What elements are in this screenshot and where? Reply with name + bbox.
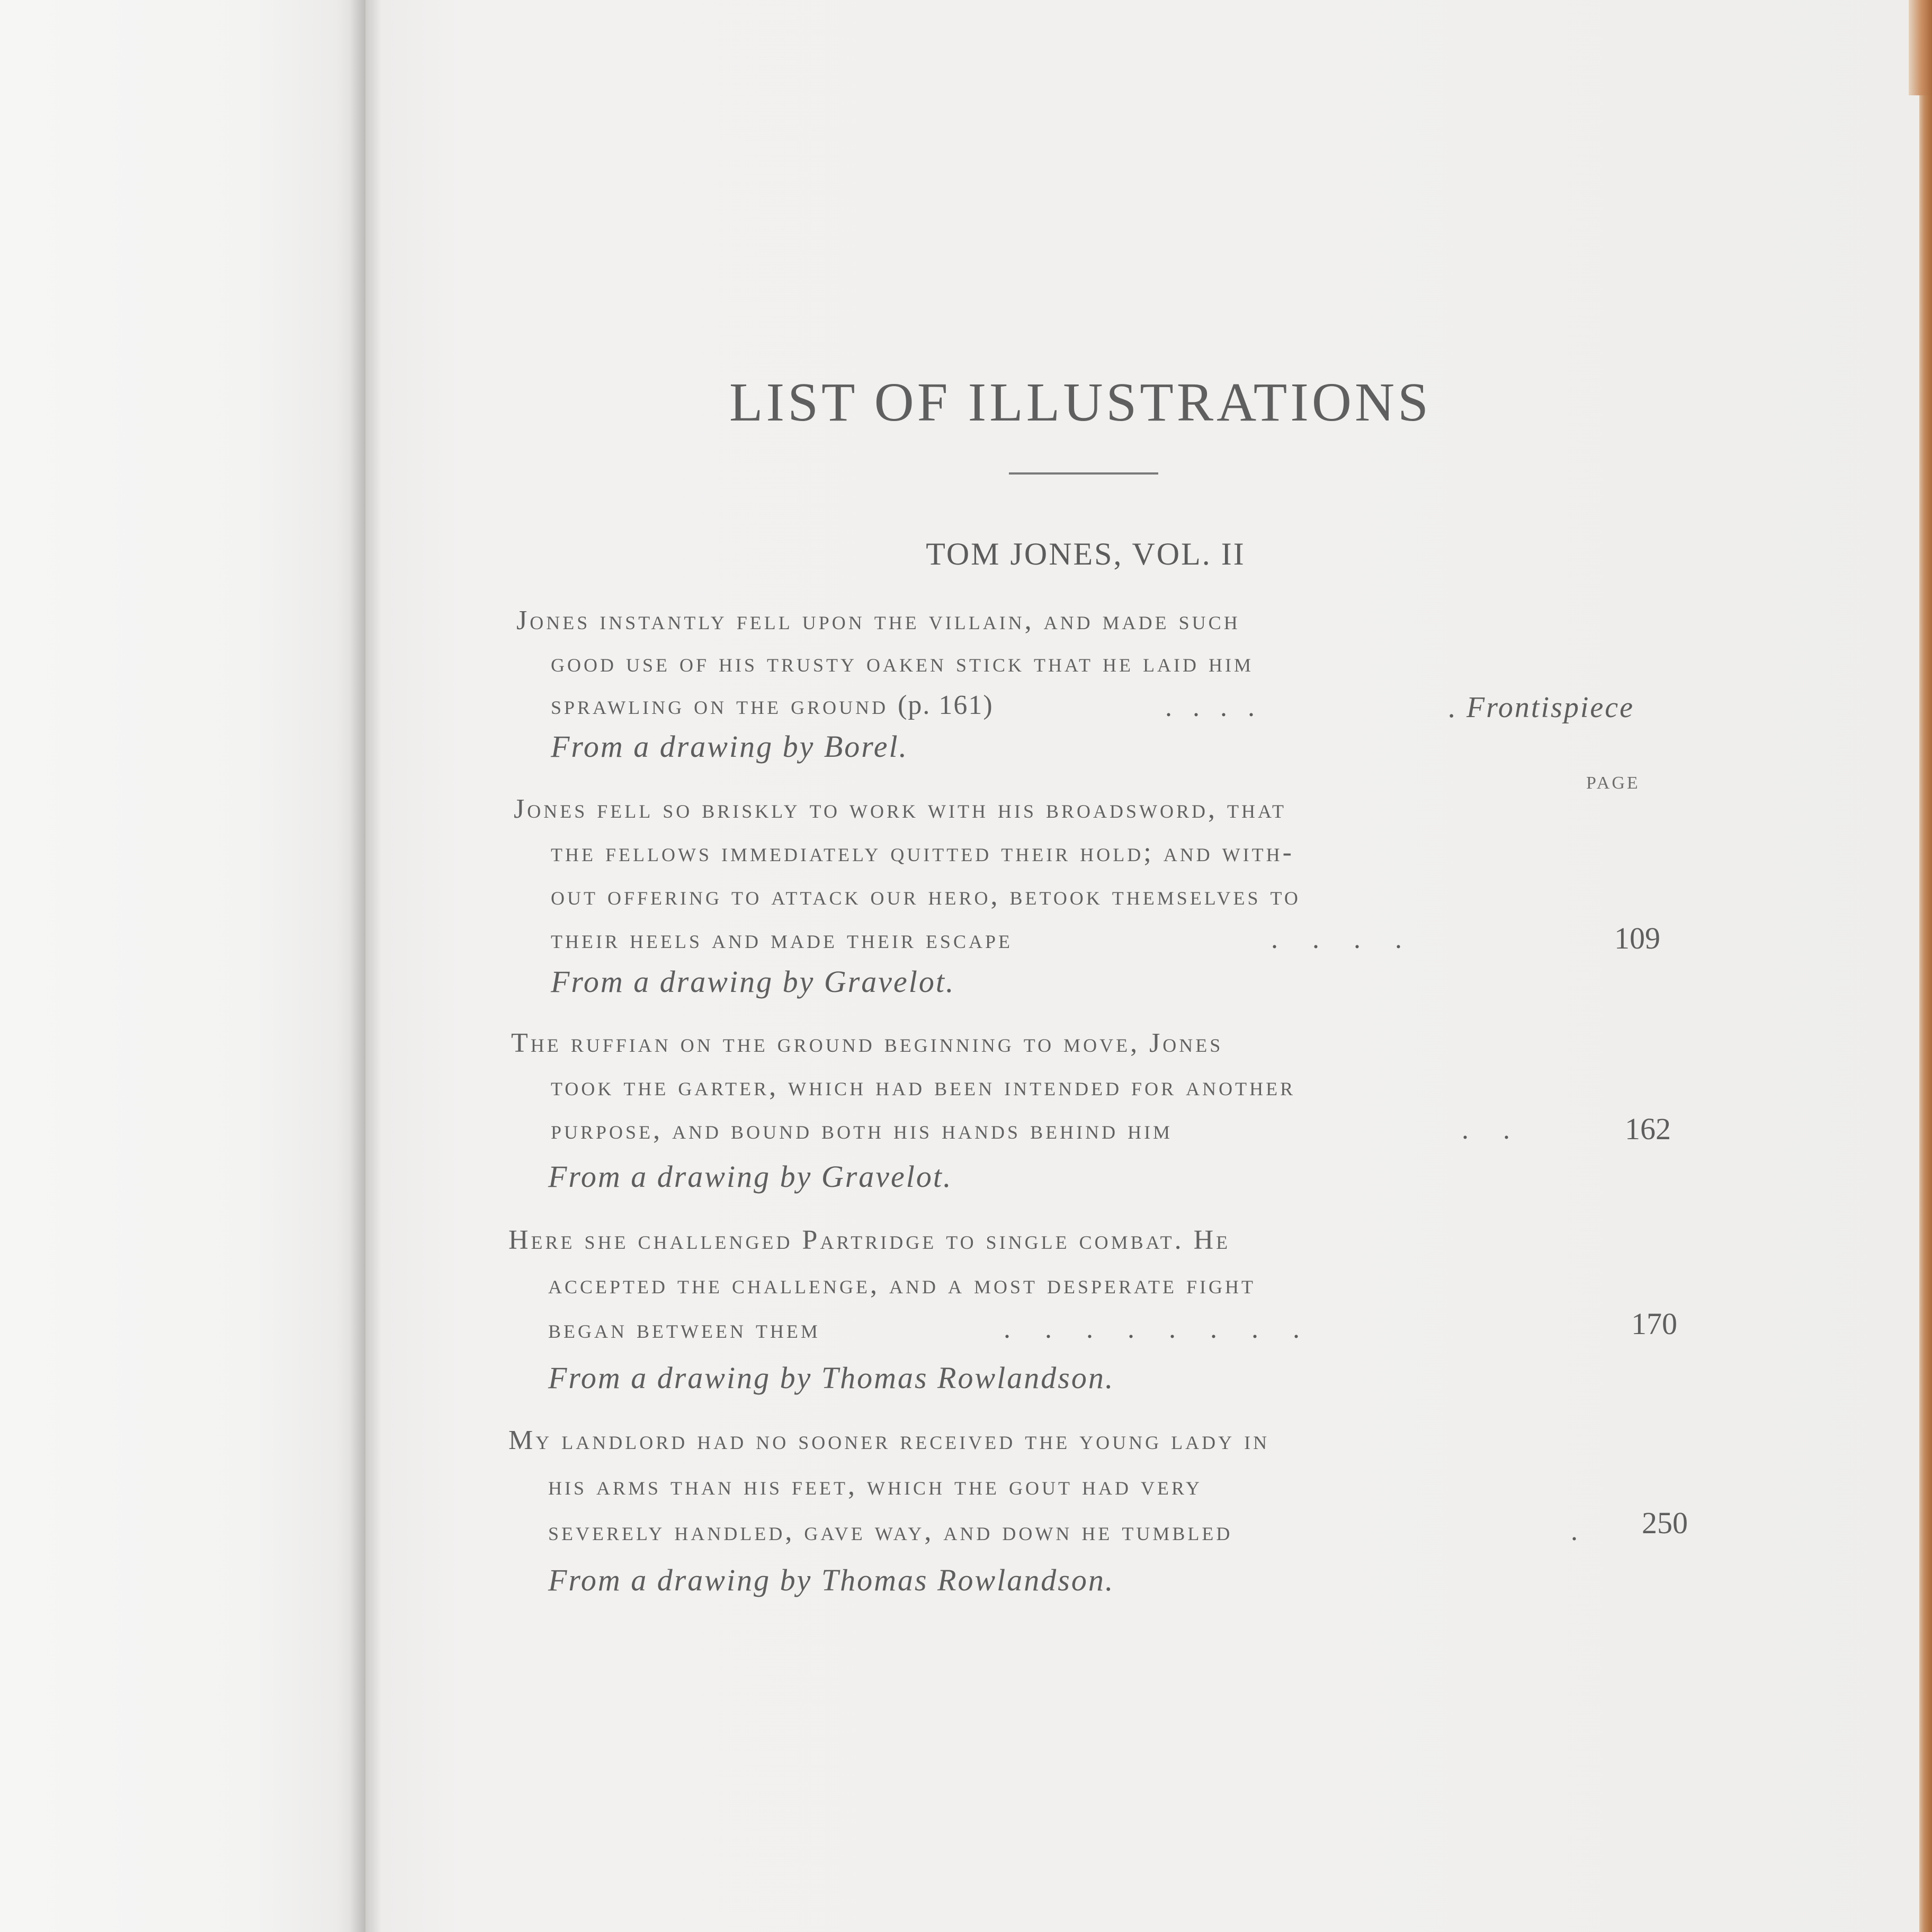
title-rule (1009, 472, 1158, 475)
page-number: 109 (1614, 921, 1660, 955)
left-page (0, 0, 365, 1932)
dot-leader: . (1571, 1516, 1578, 1546)
illustration-credit: From a drawing by Gravelot. (551, 964, 955, 999)
page-number: 170 (1631, 1307, 1677, 1341)
dot-leader: . . . . . . . . (1004, 1314, 1300, 1344)
cover-edge-top (1909, 0, 1932, 95)
entry-line: severely handled, gave way, and down he tumbled (548, 1516, 1233, 1546)
entry-line: took the garter, which had been intended for another (551, 1071, 1296, 1102)
page-column-label: PAGE (1586, 773, 1640, 793)
book-gutter (350, 0, 381, 1932)
illustration-credit: From a drawing by Thomas Rowlandson. (548, 1563, 1115, 1597)
entry-line: good use of his trusty oaken stick that he laid him (551, 648, 1254, 678)
entry-line: My landlord had no sooner received the young lady in (508, 1425, 1270, 1455)
volume-heading: TOM JONES, VOL. II (926, 536, 1246, 571)
entry-line: Jones instantly fell upon the villain, and made such (516, 605, 1240, 636)
dot-leader: . . . . (1271, 924, 1402, 954)
entry-line: accepted the challenge, and a most desperate fight (548, 1269, 1256, 1300)
entry-line: out offering to attack our hero, betook themselves to (551, 881, 1301, 911)
page-reference: (p. 161) (898, 690, 994, 720)
entry-line: his arms than his feet, which the gout had very (548, 1471, 1202, 1501)
entry-line: Jones fell so briskly to work with his broadsword, that (514, 794, 1286, 824)
cover-edge (1919, 0, 1932, 1932)
dot-leader: . . (1462, 1115, 1510, 1145)
entry-line: purpose, and bound both his hands behind him (551, 1115, 1173, 1145)
frontispiece-label: . Frontispiece (1448, 691, 1634, 724)
illustration-credit: From a drawing by Gravelot. (548, 1159, 953, 1194)
page-title: LIST OF ILLUSTRATIONS (729, 372, 1432, 433)
entry-line: The ruffian on the ground beginning to move, Jones (511, 1028, 1223, 1058)
illustration-credit: From a drawing by Borel. (551, 729, 909, 764)
entry-line: began between them (548, 1314, 820, 1344)
dot-leader: . . . . (1165, 692, 1255, 722)
illustration-credit: From a drawing by Thomas Rowlandson. (548, 1361, 1115, 1395)
entry-line: their heels and made their escape (551, 924, 1013, 954)
entry-line: the fellows immediately quitted their hold; and with- (551, 837, 1294, 867)
page-number: 162 (1625, 1112, 1671, 1146)
entry-line: sprawling on the ground (p. 161) (551, 690, 994, 720)
page-number: 250 (1642, 1506, 1688, 1540)
entry-line: Here she challenged Partridge to single combat. He (508, 1225, 1231, 1255)
